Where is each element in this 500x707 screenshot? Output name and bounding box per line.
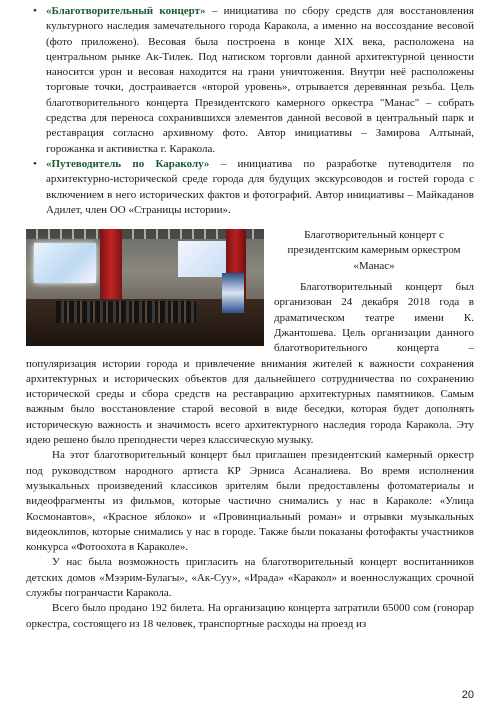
event-paragraph: У нас была возможность пригласить на благотворительный концерт воспитанников детских домов «Мээрим-Булагы», «Ак-Суу», «Ирада» «Каракол» и военнослужащих срочной службы погранчасти Каракола. <box>26 556 474 599</box>
bullet-dot-icon: • <box>33 157 37 170</box>
event-paragraph: На этот благотворительный концерт был приглашен президентский камерный оркестр под руководством народного артиста КР Эрниса Асаналиева. Во время исполнения музыкальных произведений классиков зрителям были предоставлены фотоматериалы и видеофрагменты из фильмов, которые частично снимались у нас в Караколе: «Улица Космонавтов», «Красное яблоко» и «Провинциальный роман» и отрывки музыкальных видеоклипов, которые снимались у нас в городе. Также были показаны фотофакты участников конкурса «Фотоохота в Караколе». <box>26 449 474 554</box>
concert-photo <box>26 229 264 346</box>
list-item <box>26 157 474 218</box>
initiative-name: «Благотворительный концерт» <box>46 5 206 17</box>
event-paragraph: Благотворительный концерт был организован 24 декабря 2018 года в драматическом театре имени К. Джантошева. Цель организации данного благотворительного концерта – популяризация истории города и привлечение внимания жителей к важности сохранения архитектурных и исторических объектов для дальнейшего сотрудничества по сохранению исторической среды и сбора средств на реставрацию архитектурных памятников. Самым важным было восстановление старой весовой в виде беседки, которая будет дополнять историческую важность и значимость всего архитектурного наследия города Каракола. Эту идею решено было преподнести через классическую музыку. <box>26 281 474 447</box>
page-number: 20 <box>461 689 474 701</box>
initiative-text: – инициатива по разработке путеводителя по архитектурно-исторической среде города для будущих экскурсоводов и гостей города с включением в него исторических фактов и фотографий. Автор инициативы – Майкаданов Адилет, член ОО «Страницы истории». <box>46 157 474 216</box>
initiative-name: «Путеводитель по Караколу» <box>46 157 210 170</box>
initiative-list <box>26 4 474 218</box>
list-item <box>26 4 474 157</box>
event-paragraph: Всего было продано 192 билета. На организацию концерта затратили 65000 сом (гонорар оркестра, состоящего из 18 человек, транспортные расходы на проезд из <box>26 602 474 630</box>
bullet-dot-icon: • <box>33 5 37 17</box>
event-section <box>26 228 474 632</box>
event-title: Благотворительный концерт с президентским камерным оркестром «Манас» <box>287 229 461 272</box>
initiative-text: – инициатива по сбору средств для восстановления культурного наследия замечательного города Каракола, а именно на воссоздание весовой (фото приложено). Весовая была построена в конце XIX века, расположена на центральном рынке Ак-Тилек. Под натиском торговли данной архитектурной ценности наносится урон и весовая находится на грани уничтожения. Внутри неё расположены торговые точки, достраивается «второй уровень», отрывается деревянная резьба. Цель благотворительного концерта Президентского камерного оркестра "Манас" – собрать средства для переноса сохранившихся элементов данной весовой в центральный парк и реставрация согласно архивному фото. Автор инициативы – Замирова Алтынай, горожанка и активистка г. Каракола. <box>46 5 474 155</box>
